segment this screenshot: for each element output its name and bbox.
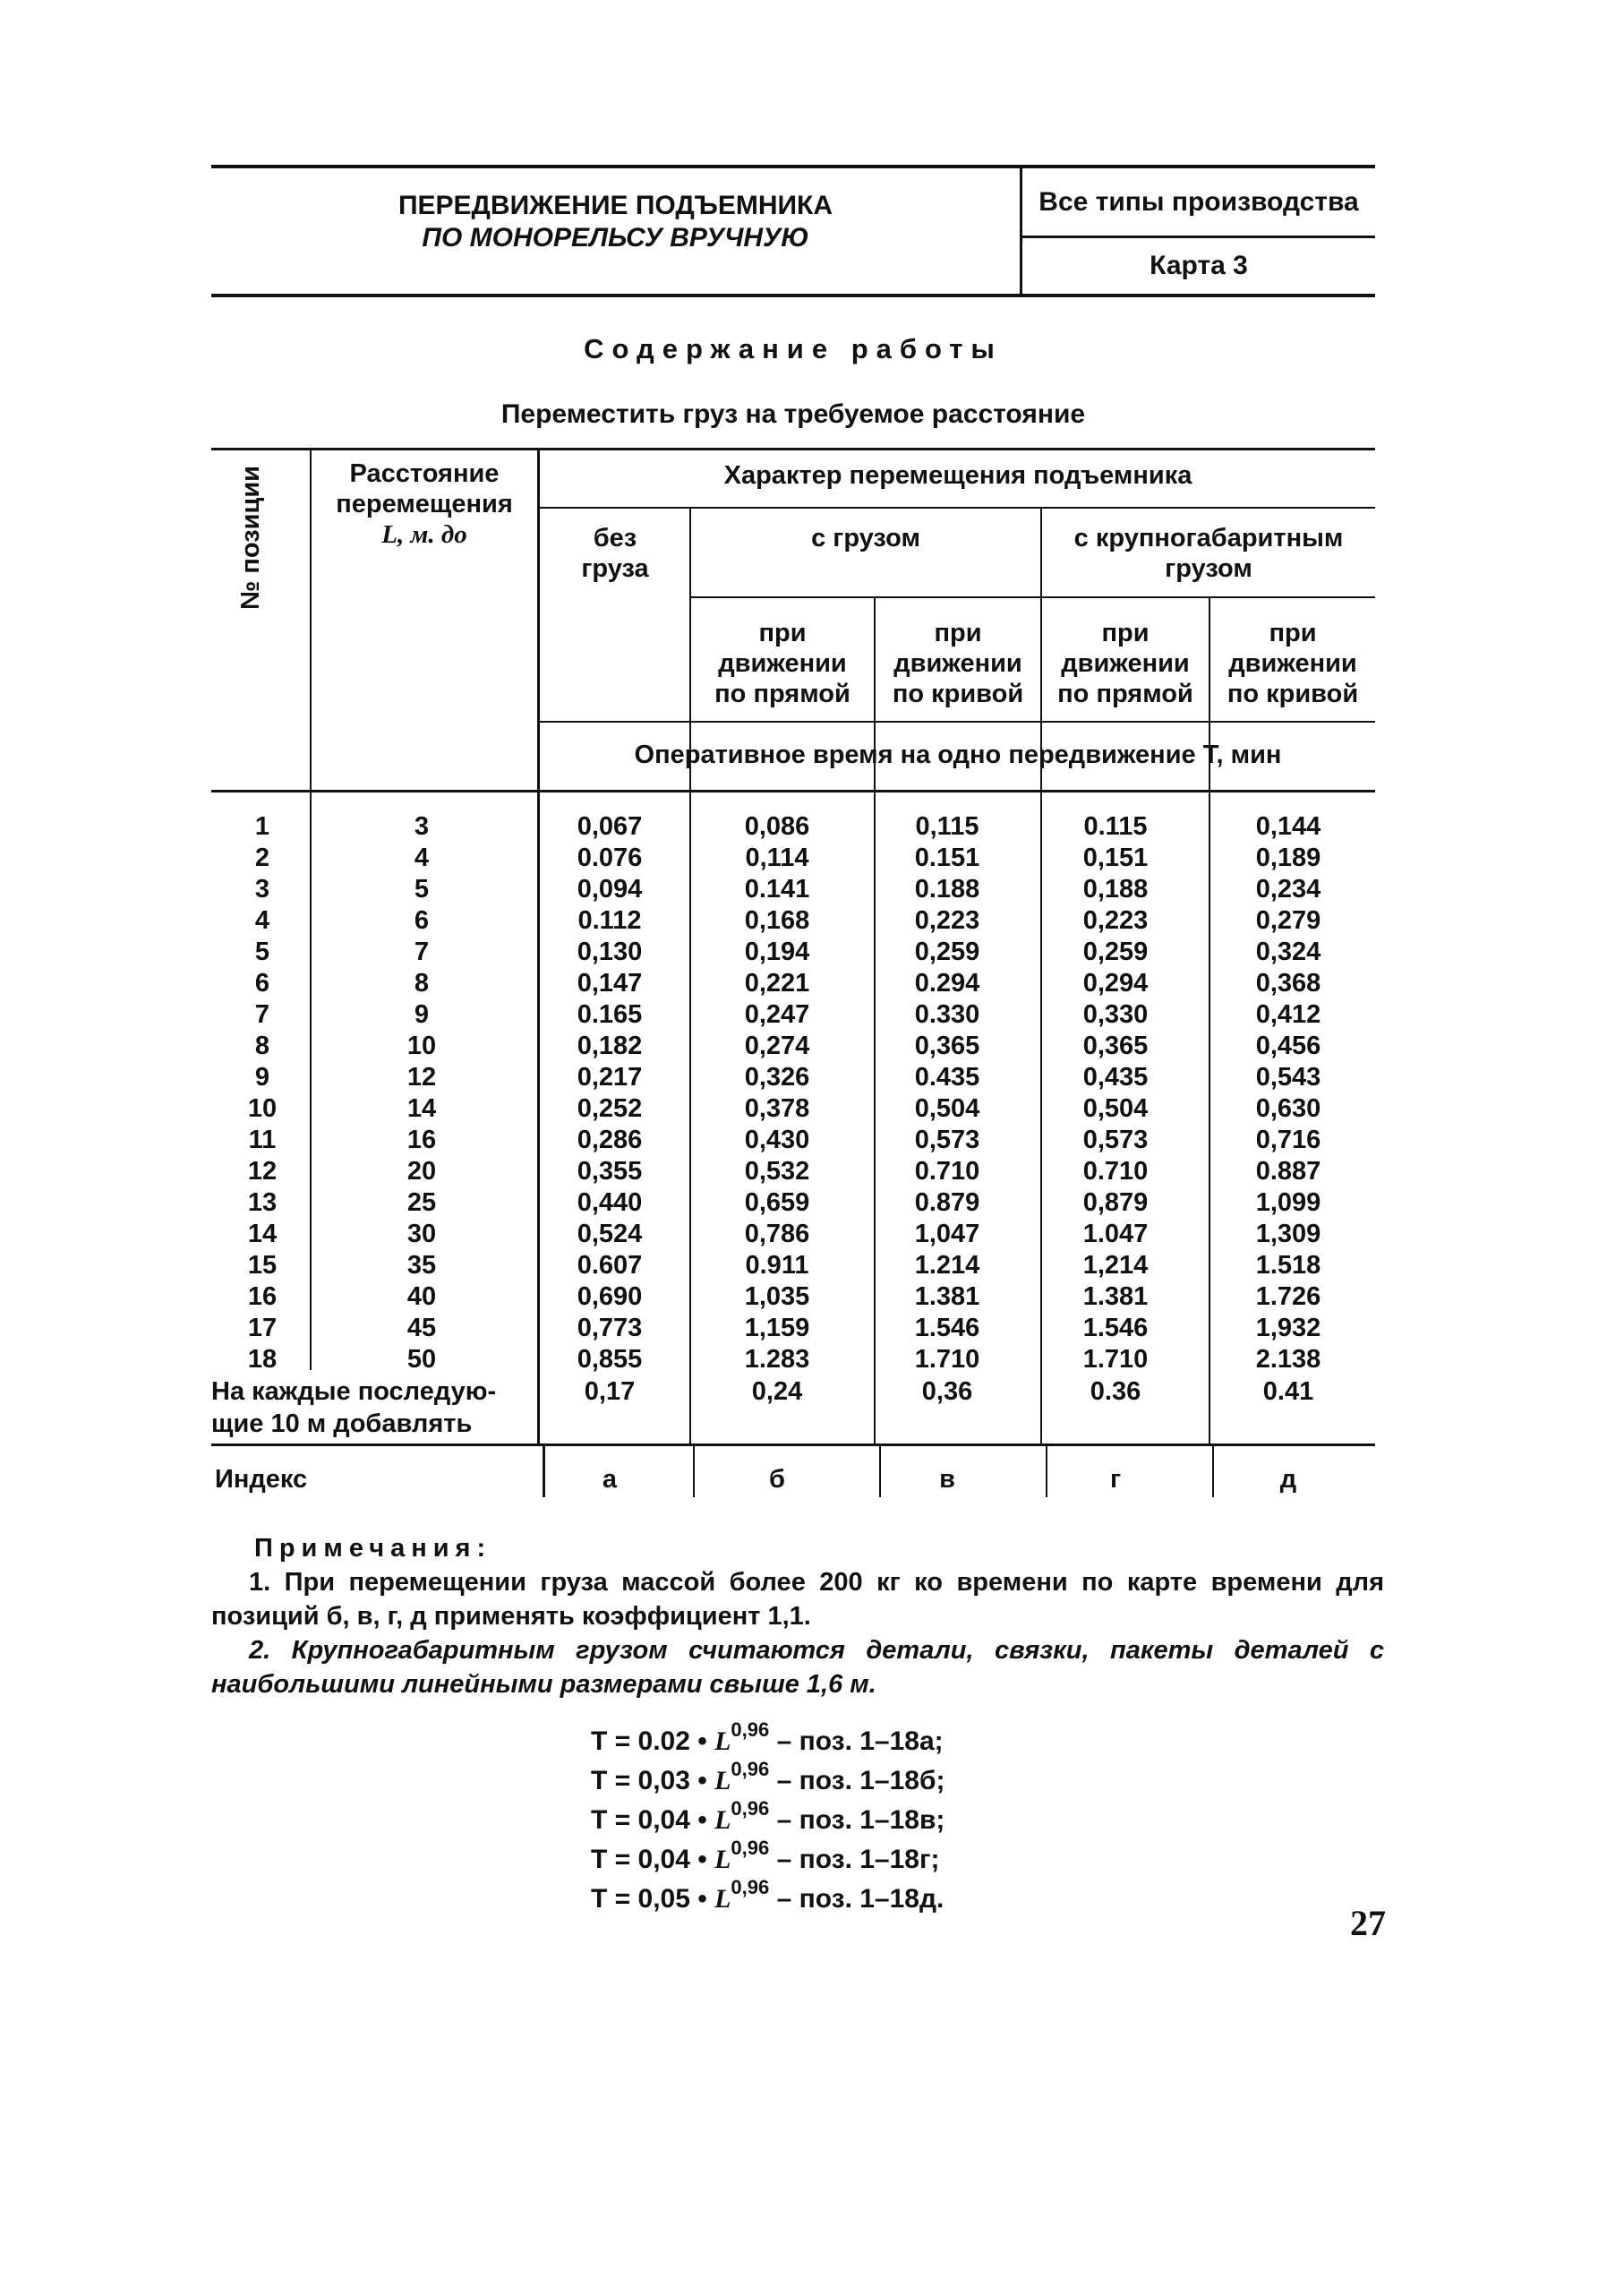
table-cell: 0.076 <box>577 844 643 872</box>
table-cell: 0.879 <box>914 1188 980 1217</box>
table-cell: 14 <box>247 1220 278 1248</box>
table-cell: 1,099 <box>1255 1188 1321 1217</box>
formula-line: Т = 0,03 • L$^{0,96}$ – поз. 1–18б; <box>591 1758 945 1795</box>
table-row <box>211 1187 1375 1219</box>
table-cell: 0,252 <box>577 1094 643 1123</box>
table-cell: 1,309 <box>1255 1220 1321 1248</box>
table-row <box>211 1062 1375 1093</box>
table-cell: 0,456 <box>1255 1032 1321 1060</box>
col-bulky-curve-header: при движении по кривой <box>1227 619 1359 708</box>
table-row <box>211 1219 1375 1250</box>
table-cell: 18 <box>247 1345 278 1374</box>
table-cell: 0,217 <box>577 1063 643 1092</box>
table-cell: 0,440 <box>577 1188 643 1217</box>
table-cell: 0,543 <box>1255 1063 1321 1092</box>
table-cell: 6 <box>414 906 430 935</box>
table-cell: 0,114 <box>745 844 809 872</box>
table-cell: 0.151 <box>914 844 980 872</box>
index-value: д <box>1279 1465 1297 1494</box>
table-row <box>211 1156 1375 1187</box>
table-cell: 0,355 <box>577 1157 643 1186</box>
table-cell: 0.710 <box>1082 1157 1149 1186</box>
table-cell: 40 <box>406 1282 437 1311</box>
table-cell: 0,067 <box>577 812 643 841</box>
table-row <box>211 1281 1375 1313</box>
table-cell: 0,330 <box>1082 1000 1149 1029</box>
table-body <box>211 811 1375 1375</box>
col-load-straight-header: при движении по прямой <box>714 619 850 708</box>
table-cell: 0,532 <box>744 1157 810 1186</box>
table-cell: 0.710 <box>914 1157 980 1186</box>
table-cell: 1,047 <box>914 1220 980 1248</box>
table-cell: 0,504 <box>1082 1094 1149 1123</box>
table-row <box>211 968 1375 999</box>
table-row <box>211 1125 1375 1156</box>
table-cell: 0.330 <box>914 1000 980 1029</box>
table-cell: 0.112 <box>577 906 642 935</box>
table-cell: 0,879 <box>1082 1188 1149 1217</box>
table-cell: 1 <box>254 812 270 841</box>
table-cell: 10 <box>406 1032 437 1060</box>
table-cell: 1,159 <box>744 1314 810 1342</box>
table-cell: 1.518 <box>1255 1251 1321 1280</box>
table-cell: 20 <box>406 1157 437 1186</box>
table-cell: 0,573 <box>914 1126 980 1154</box>
table-cell: 0,690 <box>577 1282 643 1311</box>
table-cell: 0.165 <box>577 1000 643 1029</box>
table-cell: 0,324 <box>1255 938 1321 966</box>
table-row <box>211 1344 1375 1375</box>
table-cell: 50 <box>406 1345 437 1374</box>
table-cell: 1.214 <box>914 1251 980 1280</box>
col-no-load-header: без груза <box>581 524 649 583</box>
table-cell: 7 <box>414 938 430 966</box>
table-cell: 0.435 <box>914 1063 980 1092</box>
table-cell: 0,659 <box>744 1188 810 1217</box>
table-cell: 25 <box>406 1188 437 1217</box>
table-cell: 0,716 <box>1255 1126 1321 1154</box>
table-cell: 5 <box>414 875 430 904</box>
table-cell: 1.047 <box>1082 1220 1149 1248</box>
table-cell: 1.726 <box>1255 1282 1321 1311</box>
table-cell: 6 <box>254 969 270 998</box>
table-cell: 9 <box>254 1063 270 1092</box>
col-bulky-load-header: с крупногабаритным грузом <box>1073 524 1344 583</box>
card-title <box>211 168 1022 294</box>
table-row <box>211 1250 1375 1281</box>
table-row <box>211 874 1375 905</box>
work-subtitle: Переместить груз на требуемое расстояние <box>500 399 1086 429</box>
table-cell: 0.115 <box>1083 812 1148 841</box>
table-cell: 0,365 <box>1082 1032 1149 1060</box>
table-cell: 1,035 <box>744 1282 810 1311</box>
formula-line: Т = 0.02 • L$^{0,96}$ – поз. 1–18а; <box>591 1718 944 1756</box>
title-line-2: ПО МОНОРЕЛЬСУ ВРУЧНУЮ <box>422 223 809 253</box>
table-cell: 0,130 <box>577 938 643 966</box>
index-value: а <box>602 1465 618 1494</box>
col-load-curve-header: при движении по кривой <box>892 619 1024 708</box>
table-cell: 0.141 <box>744 875 810 904</box>
add-value: 0.41 <box>1262 1377 1314 1406</box>
table-cell: 0.887 <box>1255 1157 1321 1186</box>
table-cell: 8 <box>254 1032 270 1060</box>
table-cell: 1.381 <box>1082 1282 1149 1311</box>
formula-line: Т = 0,05 • L$^{0,96}$ – поз. 1–18д. <box>591 1876 944 1914</box>
notes-heading: Примечания: <box>254 1534 492 1563</box>
add-value: 0,36 <box>921 1377 973 1406</box>
add-value: 0.36 <box>1090 1377 1141 1406</box>
table-cell: 45 <box>406 1314 437 1342</box>
index-value: в <box>939 1465 955 1494</box>
table-cell: 0,189 <box>1255 844 1321 872</box>
table-cell: 0,294 <box>1082 969 1149 998</box>
card-number: Карта 3 <box>1150 251 1248 280</box>
table-cell: 0,188 <box>1082 875 1149 904</box>
table-cell: 0,094 <box>577 875 643 904</box>
col-with-load-header: с грузом <box>811 524 920 553</box>
table-row <box>211 1093 1375 1125</box>
table-row <box>211 811 1375 843</box>
col-time-header: Оперативное время на одно передвижение Т, мин <box>634 741 1282 769</box>
table-row <box>211 843 1375 874</box>
add-row-label: На каждые последую- щие 10 м добавлять <box>211 1377 497 1438</box>
table-cell: 3 <box>414 812 430 841</box>
formulas <box>591 1717 1128 1915</box>
col-bulky-straight-header: при движении по прямой <box>1057 619 1193 708</box>
table-cell: 1,214 <box>1082 1251 1149 1280</box>
index-value: б <box>769 1465 785 1494</box>
table-cell: 1,932 <box>1255 1314 1321 1342</box>
table-cell: 5 <box>254 938 270 966</box>
table-cell: 0,435 <box>1082 1063 1149 1092</box>
table-cell: 8 <box>414 969 430 998</box>
table-cell: 0,773 <box>577 1314 643 1342</box>
table-cell: 0,194 <box>744 938 810 966</box>
table-cell: 14 <box>406 1094 437 1123</box>
table-cell: 0,234 <box>1255 875 1321 904</box>
table-cell: 0,279 <box>1255 906 1321 935</box>
table-cell: 0,147 <box>577 969 643 998</box>
table-cell: 0,259 <box>914 938 980 966</box>
table-cell: 1.710 <box>1082 1345 1149 1374</box>
table-cell: 0.607 <box>577 1251 643 1280</box>
table-cell: 1.381 <box>914 1282 980 1311</box>
note-1: 1. При перемещении груза массой более 200 кг ко времени по карте времени для позиций б, в, г, д применять коэффициент 1,1. <box>211 1568 1384 1631</box>
production-type: Все типы производства <box>1022 168 1375 238</box>
table-cell: 10 <box>247 1094 278 1123</box>
table-cell: 4 <box>254 906 270 935</box>
table-cell: 7 <box>254 1000 270 1029</box>
col-character-header: Характер перемещения подъемника <box>723 461 1192 490</box>
col-distance-header: Расстояние перемещения L, м. до <box>336 459 513 549</box>
table-cell: 0,168 <box>744 906 810 935</box>
add-value: 0,24 <box>751 1377 803 1406</box>
table-cell: 0,365 <box>914 1032 980 1060</box>
table-cell: 0,223 <box>914 906 980 935</box>
table-cell: 11 <box>248 1126 277 1154</box>
table-cell: 0,182 <box>577 1032 643 1060</box>
table-row <box>211 1313 1375 1344</box>
table-cell: 0,412 <box>1255 1000 1321 1029</box>
index-value: г <box>1109 1465 1122 1494</box>
table-cell: 2.138 <box>1255 1345 1321 1374</box>
add-row-values <box>211 1375 1375 1408</box>
table-cell: 16 <box>247 1282 278 1311</box>
table-cell: 4 <box>414 844 430 872</box>
table-cell: 35 <box>406 1251 437 1280</box>
table-cell: 12 <box>406 1063 437 1092</box>
table-row <box>211 1031 1375 1062</box>
table-cell: 0,274 <box>744 1032 810 1060</box>
table-cell: 0,086 <box>744 812 810 841</box>
table-cell: 1.710 <box>914 1345 980 1374</box>
table-row <box>211 905 1375 937</box>
index-row <box>211 1460 1375 1499</box>
table-cell: 1.283 <box>744 1345 810 1374</box>
table-cell: 1.546 <box>1082 1314 1149 1342</box>
card-header <box>211 165 1375 297</box>
page-number: 27 <box>1350 1903 1386 1943</box>
table-cell: 30 <box>406 1220 437 1248</box>
table-cell: 13 <box>247 1188 278 1217</box>
table-cell: 0,259 <box>1082 938 1149 966</box>
add-value: 0,17 <box>584 1377 636 1406</box>
table-cell: 0,855 <box>577 1345 643 1374</box>
table-cell: 15 <box>247 1251 278 1280</box>
table-cell: 0.294 <box>914 969 980 998</box>
table-cell: 0,368 <box>1255 969 1321 998</box>
table-cell: 0.911 <box>745 1251 809 1280</box>
table-cell: 0,144 <box>1255 812 1321 841</box>
note-2: 2. Крупногабаритным грузом считаются детали, связки, пакеты деталей с наибольшими линейными размерами свыше 1,6 м. <box>211 1636 1384 1699</box>
formula-line: Т = 0,04 • L$^{0,96}$ – поз. 1–18в; <box>591 1797 945 1835</box>
table-cell: 0,378 <box>744 1094 810 1123</box>
table-cell: 0,430 <box>744 1126 810 1154</box>
table-cell: 0,786 <box>744 1220 810 1248</box>
table-cell: 16 <box>406 1126 437 1154</box>
table-cell: 3 <box>254 875 270 904</box>
col-position-header: № позиции <box>235 465 265 610</box>
title-line-1: ПЕРЕДВИЖЕНИЕ ПОДЪЕМНИКА <box>397 191 833 220</box>
table-cell: 0,573 <box>1082 1126 1149 1154</box>
table-cell: 0,630 <box>1255 1094 1321 1123</box>
table-cell: 0,504 <box>914 1094 980 1123</box>
table-cell: 2 <box>254 844 270 872</box>
section-title: Содержание работы <box>584 333 1003 364</box>
index-label: Индекс <box>215 1465 308 1494</box>
notes <box>211 1531 1384 1701</box>
table-cell: 12 <box>247 1157 278 1186</box>
table-row <box>211 999 1375 1031</box>
table-cell: 0,247 <box>744 1000 810 1029</box>
table-cell: 0,286 <box>577 1126 643 1154</box>
table-cell: 9 <box>414 1000 430 1029</box>
table-cell: 0.188 <box>914 875 980 904</box>
formula-line: Т = 0,04 • L$^{0,96}$ – поз. 1–18г; <box>591 1837 940 1874</box>
table-cell: 0,524 <box>577 1220 643 1248</box>
table-cell: 0,115 <box>915 812 979 841</box>
table-cell: 0,326 <box>744 1063 810 1092</box>
table-cell: 0,151 <box>1082 844 1149 872</box>
table-cell: 0,221 <box>744 969 810 998</box>
table-cell: 1.546 <box>914 1314 980 1342</box>
table-cell: 0,223 <box>1082 906 1149 935</box>
table-cell: 17 <box>247 1314 278 1342</box>
table-row <box>211 937 1375 968</box>
